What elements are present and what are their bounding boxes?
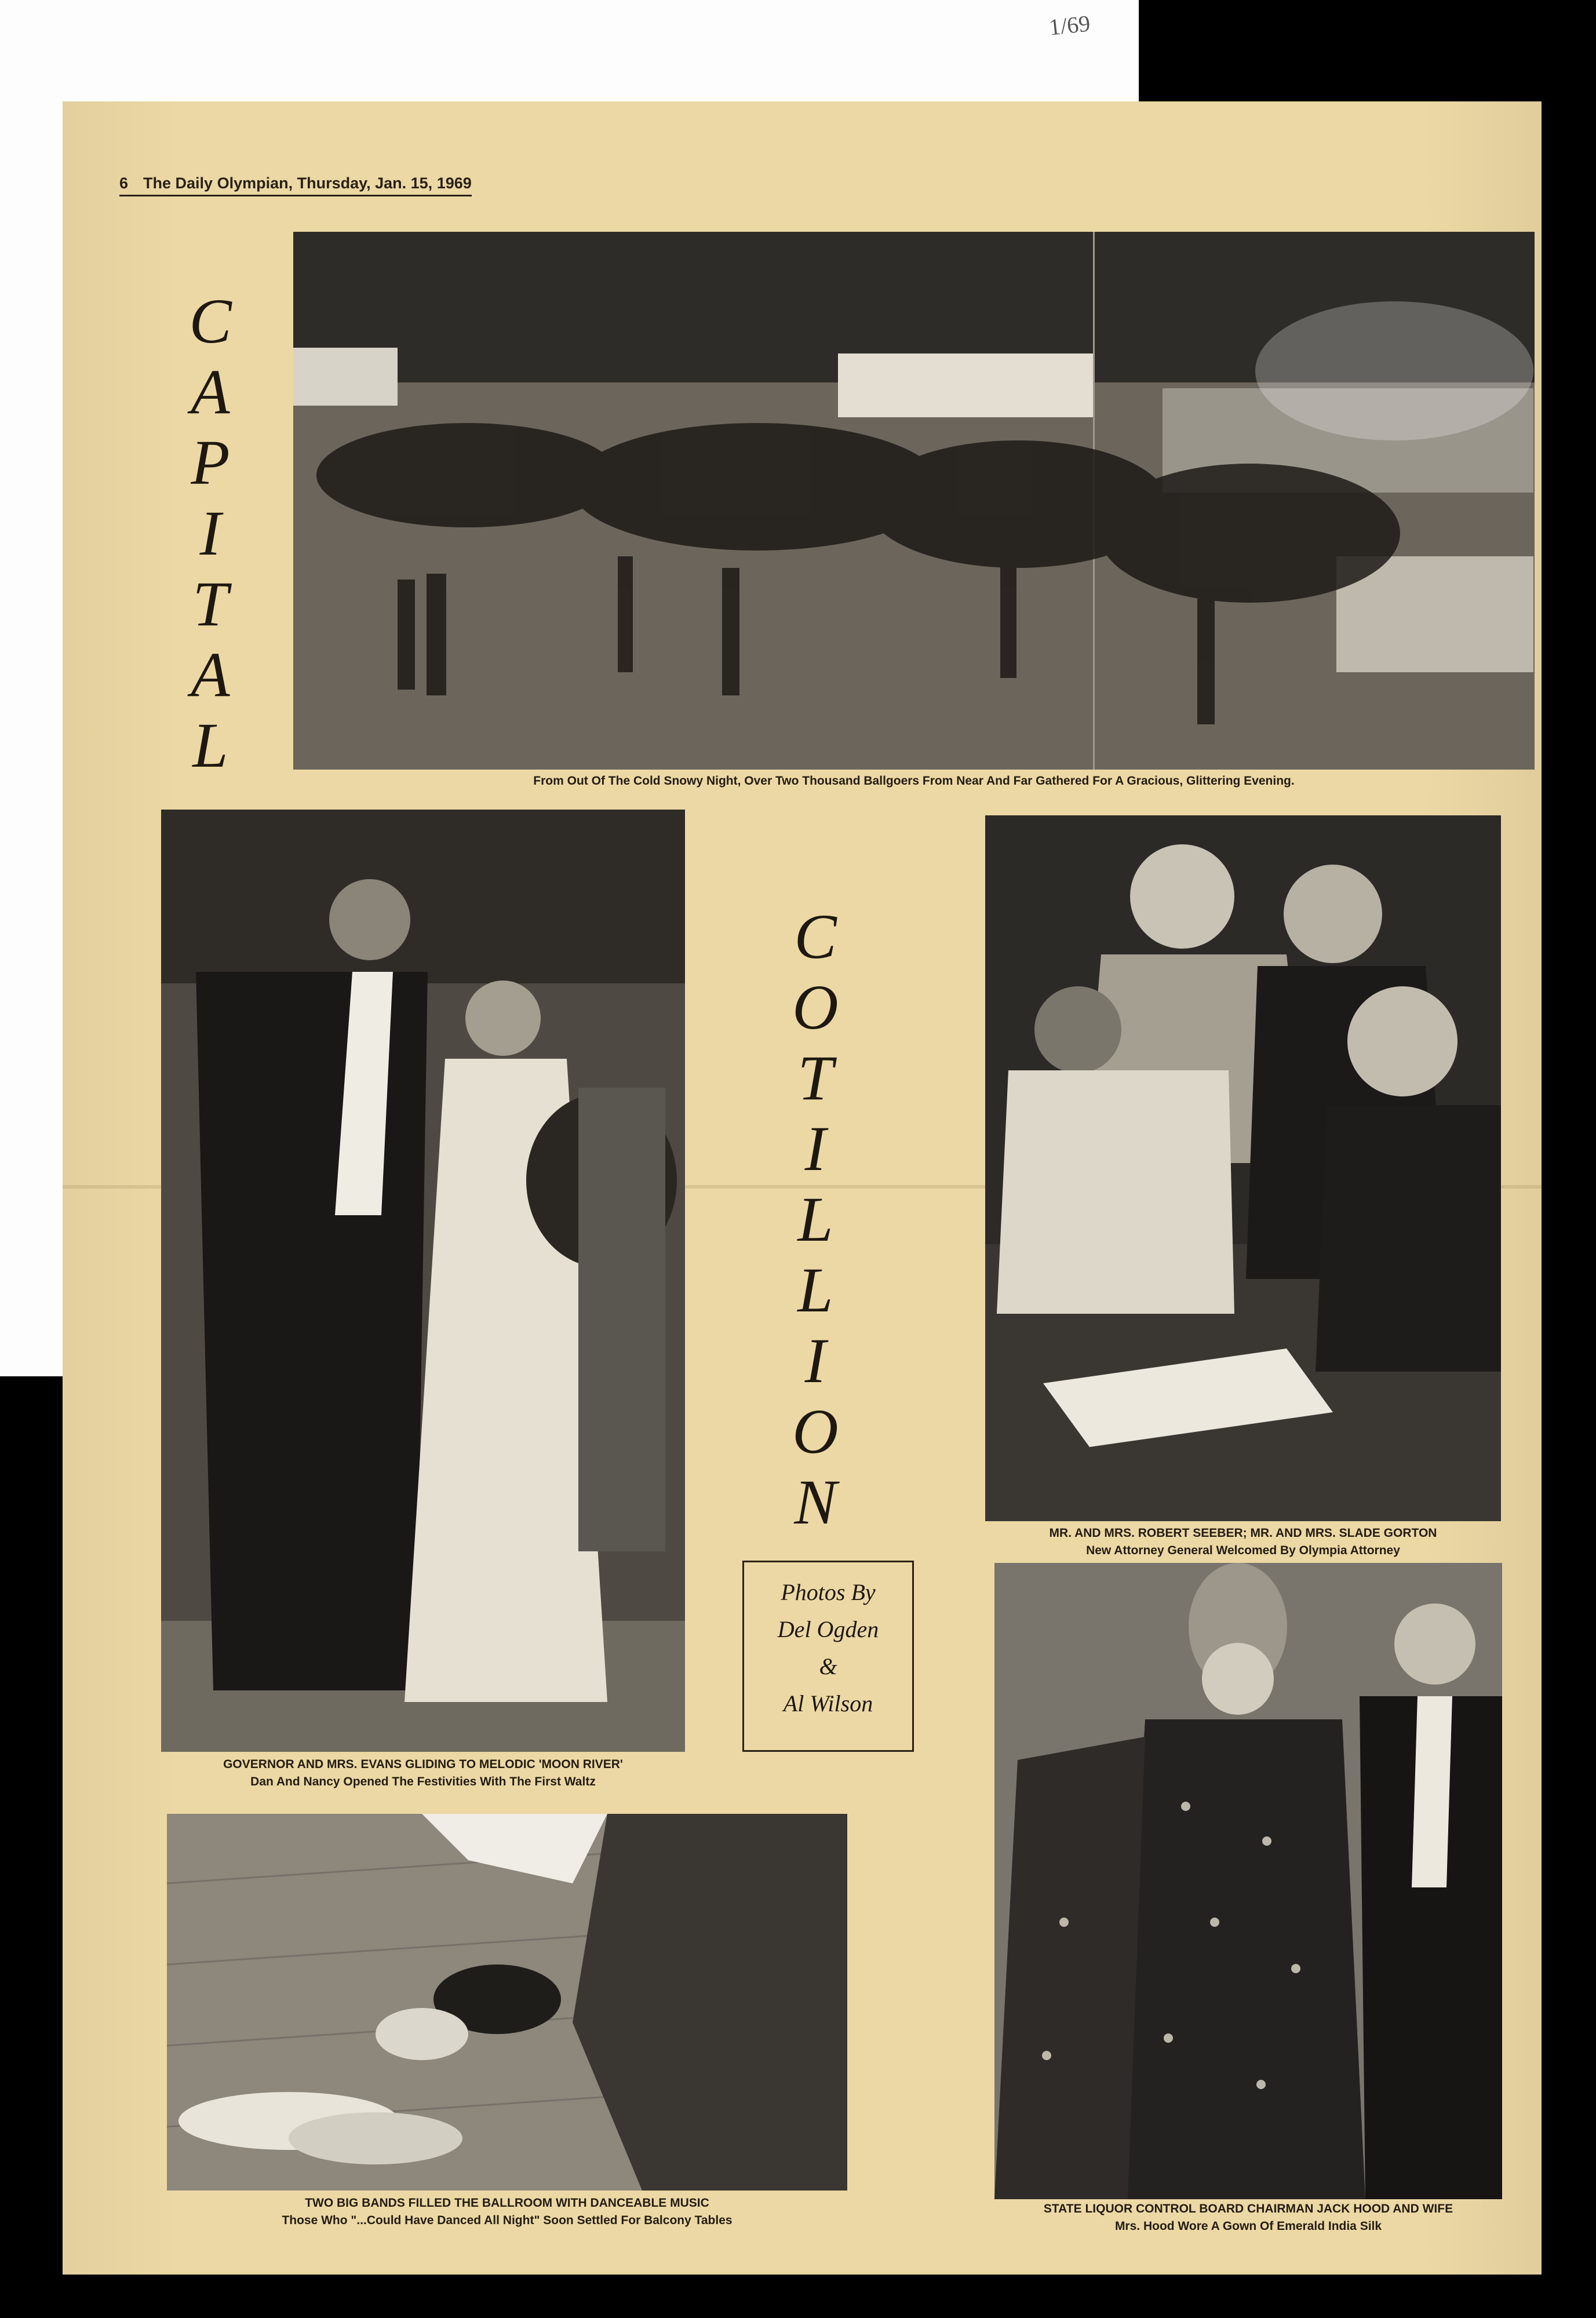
title-letter: A: [191, 639, 230, 710]
caption-hood-line2: Mrs. Hood Wore A Gown Of Emerald India Silk: [1114, 2219, 1382, 2233]
title-letter: N: [794, 1467, 837, 1537]
credit-line: Photos By: [781, 1579, 876, 1605]
title-letter: O: [792, 1396, 839, 1467]
hood-photo-image: [994, 1563, 1502, 2199]
title-letter: I: [199, 498, 221, 568]
caption-seeber: [985, 1525, 1501, 1559]
newspaper-page: [63, 101, 1542, 2275]
title-letter: C: [794, 901, 837, 972]
caption-seeber-line1: MR. AND MRS. ROBERT SEEBER; MR. AND MRS. SLADE GORTON: [1049, 1526, 1437, 1540]
caption-evans-line1: GOVERNOR AND MRS. EVANS GLIDING TO MELODIC 'MOON RIVER': [223, 1758, 623, 1771]
caption-ballroom: [293, 772, 1535, 790]
title-letter: I: [804, 1113, 826, 1184]
title-letter: L: [797, 1184, 833, 1255]
title-cotillion: [784, 901, 847, 1537]
ballroom-photo-image: [293, 232, 1535, 770]
shoes-photo: [167, 1814, 847, 2191]
hood-photo: [994, 1563, 1502, 2199]
masthead: [119, 174, 472, 196]
title-letter: L: [192, 710, 228, 781]
title-letter: T: [192, 568, 228, 639]
caption-evans-line2: Dan And Nancy Opened The Festivities With The First Waltz: [250, 1775, 596, 1788]
title-letter: L: [797, 1255, 833, 1325]
credit-line: &: [819, 1653, 837, 1679]
caption-hood: [994, 2200, 1502, 2235]
credit-line: Del Ogden: [777, 1616, 879, 1642]
page-number: 6: [119, 174, 129, 192]
title-letter: I: [804, 1325, 826, 1396]
title-letter: A: [191, 356, 230, 427]
caption-evans: [161, 1756, 685, 1791]
title-capital: [178, 286, 242, 781]
title-letter: C: [189, 286, 232, 356]
credit-line: Al Wilson: [783, 1690, 873, 1716]
evans-photo: [161, 810, 685, 1752]
title-letter: O: [792, 972, 839, 1043]
caption-hood-line1: STATE LIQUOR CONTROL BOARD CHAIRMAN JACK HOOD AND WIFE: [1043, 2202, 1453, 2215]
archive-note: 1/69: [1047, 10, 1092, 41]
masthead-text: The Daily Olympian, Thursday, Jan. 15, 1969: [143, 174, 472, 192]
evans-photo-image: [161, 810, 685, 1752]
caption-seeber-line2: New Attorney General Welcomed By Olympia Attorney: [1086, 1544, 1400, 1557]
caption-ballroom-text: From Out Of The Cold Snowy Night, Over Two Thousand Ballgoers From Near And Far Gathered For A Gracious, Glittering Evening.: [533, 774, 1295, 788]
caption-bands-line1: TWO BIG BANDS FILLED THE BALLROOM WITH DANCEABLE MUSIC: [305, 2196, 709, 2210]
ballroom-photo: [293, 232, 1535, 770]
photo-credit-box: [742, 1561, 914, 1752]
title-letter: P: [191, 427, 230, 498]
caption-bands-line2: Those Who "...Could Have Danced All Night" Soon Settled For Balcony Tables: [282, 2214, 733, 2227]
seeber-gorton-photo: [985, 815, 1501, 1521]
shoes-photo-image: [167, 1814, 847, 2191]
seeber-gorton-photo-image: [985, 815, 1501, 1521]
caption-bands: [167, 2195, 847, 2229]
title-letter: T: [797, 1043, 833, 1113]
